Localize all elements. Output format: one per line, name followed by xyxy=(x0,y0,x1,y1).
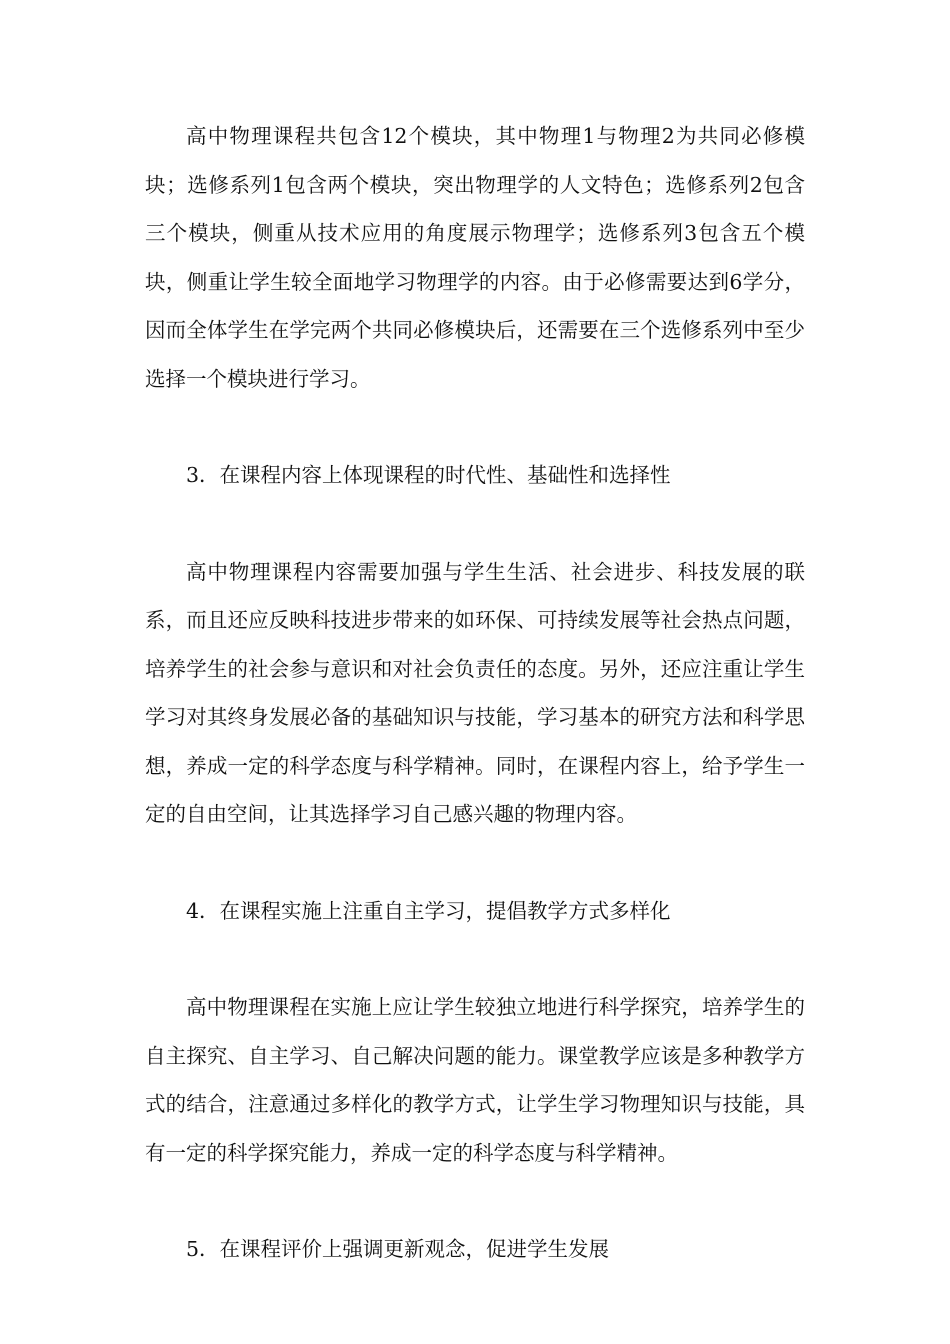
paragraph-course-implementation: 高中物理课程在实施上应让学生较独立地进行科学探究，培养学生的自主探究、自主学习、自己解决问题的能力。课堂教学应该是多种教学方式的结合，注意通过多样化的教学方式，让学生学习物理知识与技能，具有一定的科学探究能力，养成一定的科学态度与科学精神。 xyxy=(145,995,805,1165)
paragraph-module-structure: 高中物理课程共包含12个模块，其中物理1与物理2为共同必修模块；选修系列1包含两个模块，突出物理学的人文特色；选修系列2包含三个模块，侧重从技术应用的角度展示物理学；选修系列3包含五个模块，侧重让学生较全面地学习物理学的内容。由于必修需要达到6学分，因而全体学生在学完两个共同必修模块后，还需要在三个选修系列中至少选择一个模块进行学习。 xyxy=(145,124,805,391)
document-body xyxy=(145,112,805,1322)
paragraph-course-content: 高中物理课程内容需要加强与学生生活、社会进步、科技发展的联系，而且还应反映科技进步带来的如环保、可持续发展等社会热点问题，培养学生的社会参与意识和对社会负责任的态度。另外，还应注重让学生学习对其终身发展必备的基础知识与技能，学习基本的研究方法和科学思想，养成一定的科学态度与科学精神。同时，在课程内容上，给予学生一定的自由空间，让其选择学习自己感兴趣的物理内容。 xyxy=(145,559,805,826)
section-heading-4: 4．在课程实施上注重自主学习，提倡教学方式多样化 xyxy=(186,898,671,923)
section-heading-3: 3．在课程内容上体现课程的时代性、基础性和选择性 xyxy=(186,463,671,487)
section-heading-5: 5．在课程评价上强调更新观念，促进学生发展 xyxy=(186,1237,610,1261)
